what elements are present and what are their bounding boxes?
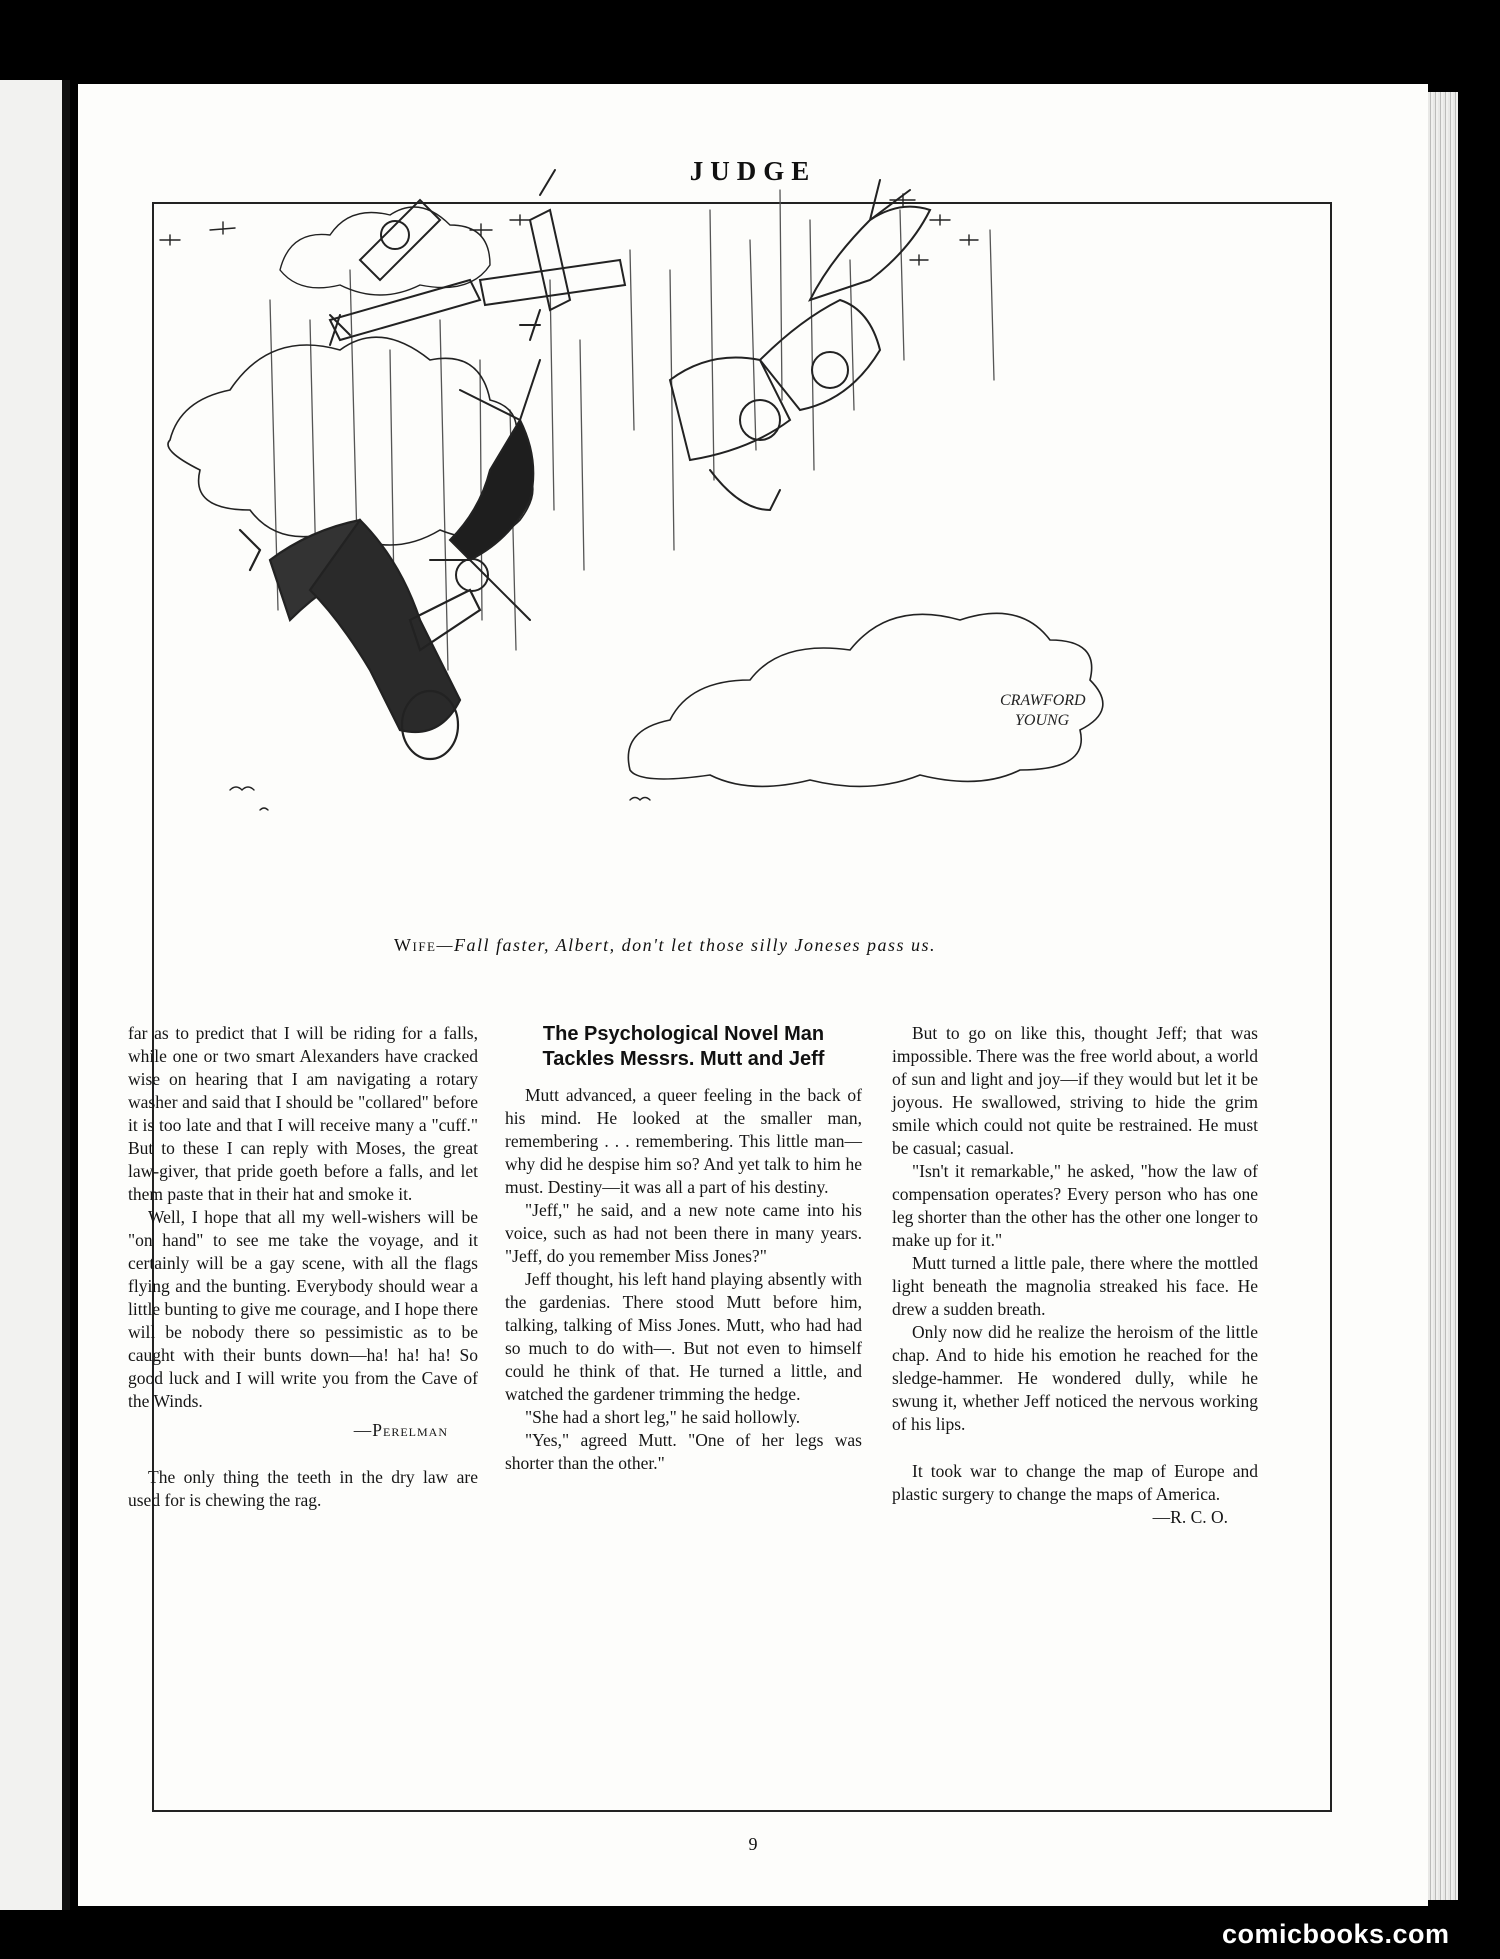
column3-signature: —R. C. O. — [1152, 1507, 1228, 1527]
distant-planes — [160, 194, 978, 265]
cartoon-caption — [110, 935, 1220, 956]
artist-signature-line2: YOUNG — [1015, 712, 1070, 729]
cloud-top — [280, 207, 490, 295]
artist-signature-line1: CRAWFORD — [1000, 692, 1086, 709]
column1-paragraph-2: Well, I hope that all my well-wishers will be "on hand" to see me take the voyage, and it certainly will be a gay scene, with all the flags flying and the bunting. Everybody should wear a little bunting to give me courage, and I hope there will be nobody there so pessimistic as to be caught with their bunts down—ha! ha! ha! So good luck and I will write you from the Cave of the Winds. — [128, 1207, 478, 1411]
airplane-center — [480, 170, 625, 340]
column-3 — [892, 1022, 1258, 1529]
left-page-edge — [0, 80, 62, 1910]
caption-text: —Fall faster, Albert, don't let those silly Joneses pass us. — [436, 935, 936, 955]
column2-paragraph-2: "Jeff," he said, and a new note came into his voice, such as had not been there in many years. "Jeff, do you remember Miss Jones?" — [505, 1200, 862, 1266]
airplane-left — [330, 200, 480, 345]
falling-man-albert — [240, 520, 480, 759]
masthead: JUDGE — [689, 156, 817, 186]
column3-paragraph-2: "Isn't it remarkable," he asked, "how the law of compensation operates? Every person who has one leg shorter than the other has the other one longer to make up for it." — [892, 1161, 1258, 1250]
column2-paragraph-1: Mutt advanced, a queer feeling in the back of his mind. He looked at the smaller man, remembering . . . remembering. This little man—why did he despise him so? And yet talk to him he must. Destiny—it was all a part of his destiny. — [505, 1085, 862, 1197]
column2-paragraph-5: "Yes," agreed Mutt. "One of her legs was shorter than the other." — [505, 1430, 862, 1473]
column3-filler: It took war to change the map of Europe and plastic surgery to change the maps of America. — [892, 1461, 1258, 1504]
caption-speaker: Wife — [394, 935, 437, 955]
column3-paragraph-4: Only now did he realize the heroism of the little chap. And to hide his emotion he reached for the sledge-hammer. He wondered dully, while he swung it, whether Jeff noticed the nervous working of his lips. — [892, 1322, 1258, 1434]
page-number: 9 — [748, 1834, 758, 1854]
column3-paragraph-3: Mutt turned a little pale, there where the mottled light beneath the magnolia streaked his face. He drew a sudden breath. — [892, 1253, 1258, 1319]
column-2 — [505, 1022, 862, 1475]
column2-paragraph-3: Jeff thought, his left hand playing absently with the gardenias. There stood Mutt before him, talking, talking of Miss Jones. Mutt, who had had so much to do with—. But not even to himself could he think of that. He turned a little, and watched the gardener trimming the hedge. — [505, 1269, 862, 1404]
page-stack-edge — [1428, 92, 1458, 1900]
column2-paragraph-4: "She had a short leg," he said hollowly. — [525, 1407, 801, 1427]
column1-signature: —Perelman — [353, 1420, 448, 1440]
column3-paragraph-1: But to go on like this, thought Jeff; that was impossible. There was the free world about, a world of sun and light and joy—if they would but let it be joyous. He swallowed, striving to hide the grim smile which could not quite be restrained. He must be casual; casual. — [892, 1023, 1258, 1158]
cartoon-illustration — [110, 150, 1220, 910]
column-1 — [128, 1022, 478, 1512]
falling-couple-joneses — [670, 180, 930, 510]
book-gutter — [62, 80, 70, 1910]
birds — [230, 787, 650, 810]
column1-paragraph-1: far as to predict that I will be riding for a falls, while one or two smart Alexanders have cracked wise on hearing that I am navigating a rotary washer and said that I should be "collared" before it is too late and that I will receive many a "cuff." But to these I can reply with Moses, the great law-giver, that pride goeth before a falls, and let them paste that in their hat and smoke it. — [128, 1023, 478, 1204]
column1-filler: The only thing the teeth in the dry law are used for is chewing the rag. — [128, 1467, 478, 1510]
article-headline: The Psychological Novel Man Tackles Messrs. Mutt and Jeff — [542, 1023, 825, 1070]
watermark: comicbooks.com — [1222, 1919, 1450, 1949]
